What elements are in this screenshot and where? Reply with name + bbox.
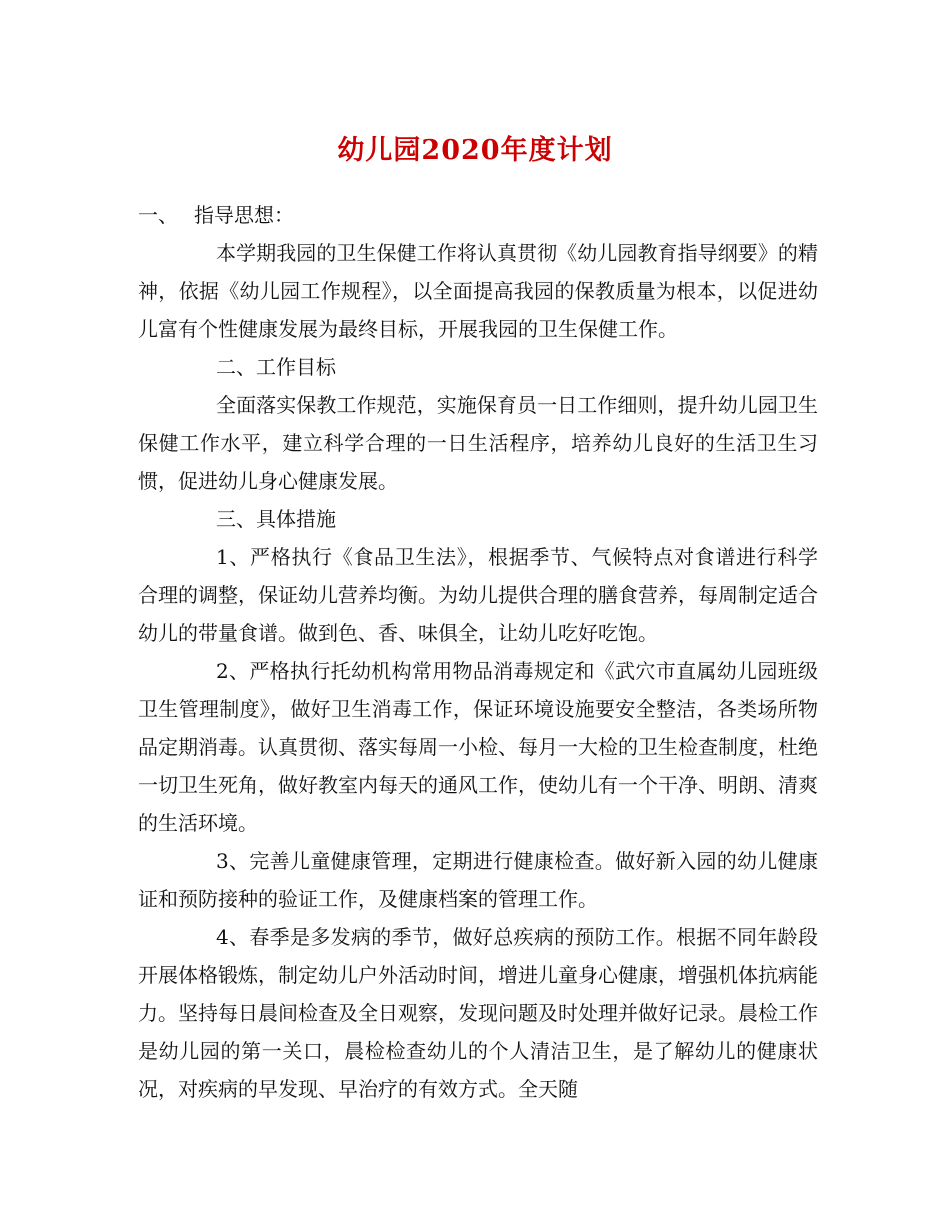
document-body [138, 196, 818, 1108]
measure-item-2: 2、严格执行托幼机构常用物品消毒规定和《武穴市直属幼儿园班级卫生管理制度》，做好卫生消毒工作，保证环境设施要安全整洁，各类场所物品定期消毒。认真贯彻、落实每周一小检、每月一大检的卫生检查制度，杜绝一切卫生死角，做好教室内每天的通风工作，使幼儿有一个干净、明朗、清爽的生活环境。 [138, 659, 818, 835]
document-title: 幼儿园2020年度计划 [337, 135, 613, 166]
section-heading-measures: 三、具体措施 [216, 507, 336, 531]
measure-item-3: 3、完善儿童健康管理，定期进行健康检查。做好新入园的幼儿健康证和预防接种的验证工作，及健康档案的管理工作。 [138, 849, 818, 911]
section-heading-guiding-idea [138, 196, 818, 234]
measure-item-4: 4、春季是多发病的季节，做好总疾病的预防工作。根据不同年龄段开展体格锻炼，制定幼儿户外活动时间，增进儿童身心健康，增强机体抗病能力。坚持每日晨间检查及全日观察，发现问题及时处理并做好记录。晨检工作是幼儿园的第一关口，晨检检查幼儿的个人清洁卫生，是了解幼儿的健康状况，对疾病的早发现、早治疗的有效方式。全天随 [138, 925, 818, 1101]
measure-item-1: 1、严格执行《食品卫生法》，根据季节、气候特点对食谱进行科学合理的调整，保证幼儿营养均衡。为幼儿提供合理的膳食营养，每周制定适合幼儿的带量食谱。做到色、香、味俱全，让幼儿吃好吃饱。 [138, 545, 818, 645]
section-heading-work-goals: 二、工作目标 [216, 355, 336, 379]
section-heading-text: 指导思想： [194, 203, 294, 227]
paragraph-work-goals: 全面落实保教工作规范，实施保育员一日工作细则，提升幼儿园卫生保健工作水平，建立科学合理的一日生活程序，培养幼儿良好的生活卫生习惯，促进幼儿身心健康发展。 [138, 393, 818, 493]
section-number: 一、 [138, 203, 178, 227]
paragraph-guiding-idea: 本学期我园的卫生保健工作将认真贯彻《幼儿园教育指导纲要》的精神，依据《幼儿园工作规程》，以全面提高我园的保教质量为根本，以促进幼儿富有个性健康发展为最终目标，开展我园的卫生保健工作。 [138, 241, 818, 341]
